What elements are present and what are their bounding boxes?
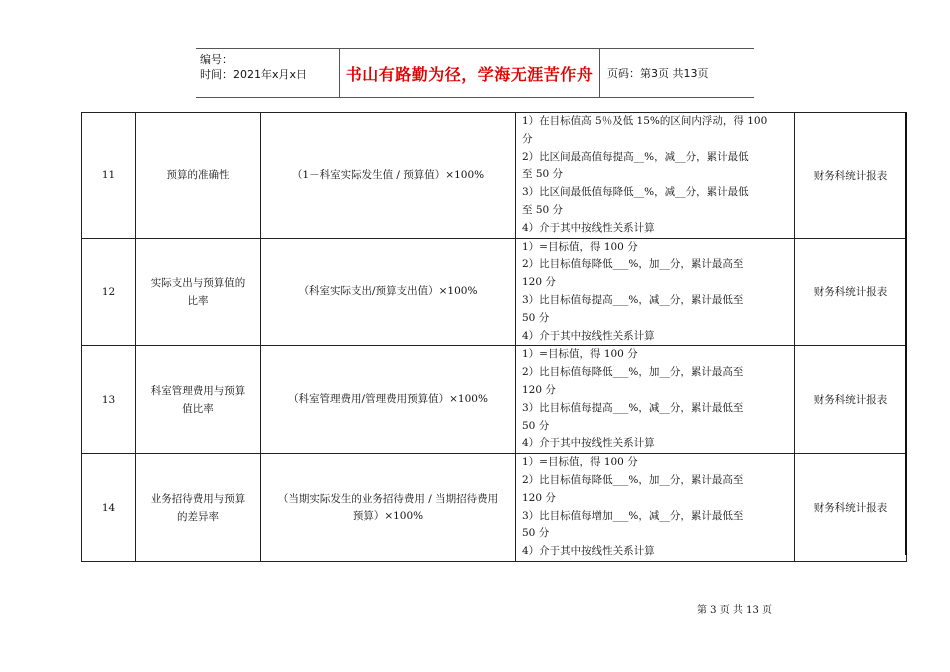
rule-line: 50 分 [522,527,550,540]
indicator-name: 实际支出与预算值的比率 [136,238,261,346]
rule-line: 1）=目标值，得 100 分 [522,348,638,361]
rule-line: 120 分 [522,276,556,289]
data-source: 财务科统计报表 [795,454,907,562]
rule-line: 分 [522,132,533,145]
rule-line: 3）比区间最低值每降低__%，减__分，累计最低 [522,186,749,199]
row-number: 14 [82,454,136,562]
table-row [82,238,907,346]
rule-line: 4）介于其中按线性关系计算 [522,437,655,450]
scoring-rules [516,113,795,239]
indicator-formula: （科室管理费用/管理费用预算值）×100% [261,346,516,454]
table-row [82,113,907,239]
number-label: 编号： [200,53,233,66]
table-row [82,346,907,454]
rule-line: 120 分 [522,383,556,396]
data-source: 财务科统计报表 [795,113,907,239]
indicator-name: 科室管理费用与预算值比率 [136,346,261,454]
scoring-rules [516,238,795,346]
rule-line: 2）比目标值每降低___%，加__分，累计最高至 [522,258,744,271]
row-number: 12 [82,238,136,346]
rule-line: 3）比目标值每提高___%，减__分，累计最低至 [522,293,744,306]
indicator-formula: （当期实际发生的业务招待费用 / 当期招待费用预算）×100% [261,454,516,562]
indicator-formula: （科室实际支出/预算支出值）×100% [261,238,516,346]
rule-line: 至 50 分 [522,203,564,216]
indicator-name: 业务招待费用与预算的差异率 [136,454,261,562]
rule-line: 120 分 [522,491,556,504]
data-source: 财务科统计报表 [795,238,907,346]
rule-line: 3）比目标值每提高___%，减__分，累计最低至 [522,401,744,414]
page-footer: 第 3 页 共 13 页 [697,605,772,616]
scoring-rules [516,346,795,454]
rule-line: 2）比目标值每降低___%，加__分，累计最高至 [522,473,744,486]
row-number: 11 [82,113,136,239]
rule-line: 1）在目标值高 5％及低 15%的区间内浮动，得 100 [522,115,768,127]
rule-line: 4）介于其中按线性关系计算 [522,545,655,558]
rule-line: 2）比目标值每降低___%，加__分，累计最高至 [522,366,744,379]
indicator-table [81,112,907,562]
header-page-label: 页码：第3页 共13页 [607,67,709,80]
right-edge-line [905,112,907,555]
rule-line: 50 分 [522,419,550,432]
indicator-name: 预算的准确性 [136,113,261,239]
rule-line: 至 50 分 [522,168,564,181]
table-row [82,454,907,562]
header-meta [196,49,340,97]
rule-line: 50 分 [522,311,550,324]
row-number: 13 [82,346,136,454]
rule-line: 1）=目标值，得 100 分 [522,456,638,469]
rule-line: 1）=目标值，得 100 分 [522,240,638,253]
page-header [196,48,754,98]
rule-line: 3）比目标值每增加___%，减__分，累计最低至 [522,509,744,522]
indicator-formula: （1－科室实际发生值 / 预算值）×100% [261,113,516,239]
scoring-rules [516,454,795,562]
data-source: 财务科统计报表 [795,346,907,454]
rule-line: 2）比区间最高值每提高__%，减__分，累计最低 [522,150,749,163]
header-motto: 书山有路勤为径，学海无涯苦作舟 [340,49,600,97]
rule-line: 4）介于其中按线性关系计算 [522,329,655,342]
rule-line: 4）介于其中按线性关系计算 [522,221,655,234]
time-label: 时间：2021年x月x日 [200,68,308,81]
